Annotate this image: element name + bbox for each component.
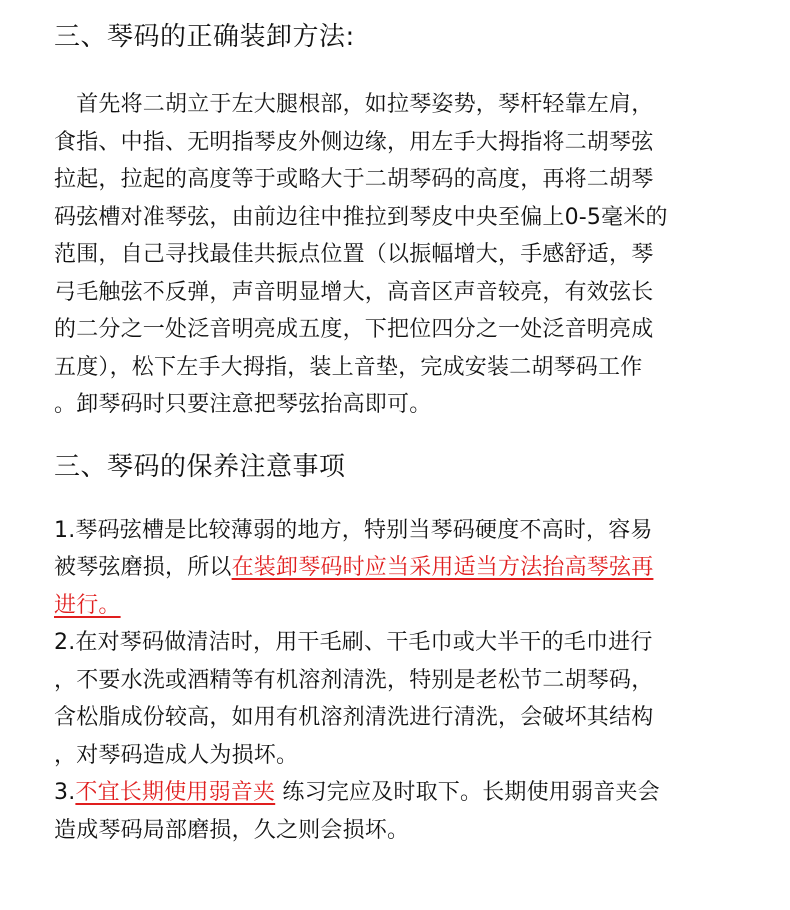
item2-line: 2.在对琴码做清洁时，用干毛刷、干毛巾或大半干的毛巾进行 xyxy=(54,630,653,655)
install-method-paragraph xyxy=(54,86,754,424)
paragraph-line: 首先将二胡立于左大腿根部，如拉琴姿势，琴杆轻靠左肩， xyxy=(54,92,654,117)
maintenance-list xyxy=(54,512,754,850)
item2-line: ，对琴码造成人为损坏。 xyxy=(54,742,299,768)
paragraph-line: 码弦槽对准琴弦，由前边往中推拉到琴皮中央至偏上0-5毫米的 xyxy=(54,204,668,230)
section-heading-install: 三、琴码的正确装卸方法: xyxy=(54,22,355,52)
item3-highlight-text: 不宜长期使用弱音夹 xyxy=(75,780,276,805)
paragraph-line: 拉起，拉起的高度等于或略大于二胡琴码的高度，再将二胡琴 xyxy=(54,167,654,192)
paragraph-line: 的二分之一处泛音明亮成五度，下把位四分之一处泛音明亮成 xyxy=(54,317,654,342)
section-heading-maintenance: 三、琴码的保养注意事项 xyxy=(54,451,346,482)
paragraph-line: 弓毛触弦不反弹，声音明显增大，高音区声音较亮，有效弦长 xyxy=(54,279,654,305)
item3-line xyxy=(54,774,754,812)
item1-line xyxy=(54,587,754,625)
item1-line: 1.琴码弦槽是比较薄弱的地方，特别当琴码硬度不高时，容易 xyxy=(54,517,653,543)
item1-line xyxy=(54,549,754,587)
item1-plain-text: 被琴弦磨损，所以 xyxy=(54,555,232,580)
item3-rest-text: 练习完应及时取下。长期使用弱音夹会 xyxy=(275,780,660,805)
item2-line: 含松脂成份较高，如用有机溶剂清洗进行清洗，会破坏其结构 xyxy=(54,705,654,730)
item1-highlight-text: 在装卸琴码时应当采用适当方法抬高琴弦再 xyxy=(231,555,654,580)
item1-highlight-text: 进行。 xyxy=(54,592,121,618)
paragraph-line: 。卸琴码时只要注意把琴弦抬高即可。 xyxy=(54,392,432,417)
paragraph-line: 食指、中指、无明指琴皮外侧边缘，用左手大拇指将二胡琴弦 xyxy=(54,129,654,155)
item3-line: 造成琴码局部磨损，久之则会损坏。 xyxy=(54,817,410,843)
item2-line: ，不要水洗或酒精等有机溶剂清洗，特别是老松节二胡琴码， xyxy=(54,667,654,693)
paragraph-line: 范围，自己寻找最佳共振点位置（以振幅增大，手感舒适，琴 xyxy=(54,242,654,267)
item3-prefix: 3. xyxy=(54,780,76,805)
paragraph-line: 五度），松下左手大拇指，装上音垫，完成安装二胡琴码工作 xyxy=(54,354,643,380)
